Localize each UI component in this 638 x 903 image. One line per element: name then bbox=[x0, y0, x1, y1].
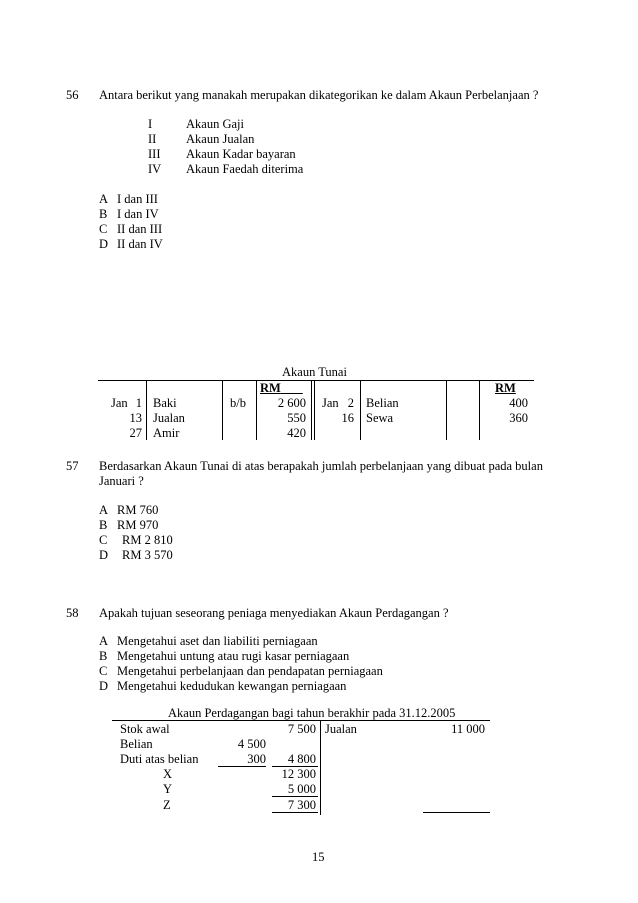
ledger-desc: Baki bbox=[153, 396, 177, 410]
option-text: II dan IV bbox=[117, 237, 163, 251]
trading-amount: 7 500 bbox=[287, 722, 316, 736]
trading-label: Stok awal bbox=[120, 722, 170, 736]
item-text: Akaun Faedah diterima bbox=[186, 162, 304, 176]
option-text: Mengetahui untung atau rugi kasar perniagaan bbox=[117, 649, 350, 663]
ledger-title: Akaun Tunai bbox=[282, 365, 347, 379]
option-text: Mengetahui aset dan liabiliti perniagaan bbox=[117, 634, 318, 648]
rm-header-right: RM bbox=[495, 381, 516, 395]
question-text: Apakah tujuan seseorang peniaga menyediakan Akaun Perdagangan ? bbox=[99, 606, 449, 620]
ledger-day: 13 bbox=[129, 411, 142, 425]
ledger-column-rule bbox=[222, 380, 223, 440]
subtotal-rule bbox=[272, 796, 318, 797]
ledger-amount: 420 bbox=[287, 426, 306, 440]
roman-label: II bbox=[148, 132, 157, 146]
question-number: 57 bbox=[66, 459, 79, 473]
ledger-month: Jan bbox=[322, 396, 339, 410]
ledger-month: Jan bbox=[111, 396, 128, 410]
ledger-column-rule bbox=[360, 380, 361, 440]
ledger-top-rule bbox=[98, 380, 534, 381]
ledger-day: 27 bbox=[129, 426, 142, 440]
trading-label: Belian bbox=[120, 737, 153, 751]
option-text: RM 760 bbox=[117, 503, 159, 517]
ledger-amount: 400 bbox=[509, 396, 528, 410]
ledger-desc: Sewa bbox=[366, 411, 394, 425]
option-letter: B bbox=[99, 207, 108, 221]
ledger-desc: Amir bbox=[153, 426, 180, 440]
option-text: RM 2 810 bbox=[122, 533, 173, 547]
option-text: Mengetahui perbelanjaan dan pendapatan perniagaan bbox=[117, 664, 383, 678]
trading-amount: 4 800 bbox=[287, 752, 316, 766]
ledger-column-rule bbox=[256, 380, 257, 440]
ledger-amount: 2 600 bbox=[277, 396, 306, 410]
trading-label: Jualan bbox=[325, 722, 357, 736]
question-number: 58 bbox=[66, 606, 79, 620]
option-text: II dan III bbox=[117, 222, 163, 236]
ledger-desc: Jualan bbox=[153, 411, 185, 425]
ledger-amount: 360 bbox=[509, 411, 528, 425]
ledger-center-rule bbox=[314, 380, 315, 440]
option-text: Mengetahui kedudukan kewangan perniagaan bbox=[117, 679, 347, 693]
trading-amount: 4 500 bbox=[237, 737, 266, 751]
ledger-column-rule bbox=[146, 380, 147, 440]
ledger-desc: Belian bbox=[366, 396, 399, 410]
trading-amount: 5 000 bbox=[287, 782, 316, 796]
option-text: I dan III bbox=[117, 192, 158, 206]
option-letter: C bbox=[99, 222, 108, 236]
item-text: Akaun Jualan bbox=[186, 132, 255, 146]
roman-label: IV bbox=[148, 162, 162, 176]
item-text: Akaun Kadar bayaran bbox=[186, 147, 296, 161]
option-letter: A bbox=[99, 503, 109, 517]
trading-amount: 11 000 bbox=[451, 722, 485, 736]
trading-label: Y bbox=[163, 782, 173, 796]
option-letter: C bbox=[99, 533, 108, 547]
option-text: RM 970 bbox=[117, 518, 159, 532]
trading-amount: 300 bbox=[247, 752, 266, 766]
option-text: I dan IV bbox=[117, 207, 159, 221]
roman-label: III bbox=[148, 147, 161, 161]
trading-amount: 7 300 bbox=[287, 798, 316, 812]
ledger-ref: b/b bbox=[230, 396, 246, 410]
option-letter: A bbox=[99, 634, 109, 648]
trading-center-rule bbox=[320, 720, 321, 815]
trading-account-title: Akaun Perdagangan bagi tahun berakhir pada 31.12.2005 bbox=[168, 706, 456, 720]
ledger-column-rule bbox=[446, 380, 447, 440]
option-letter: D bbox=[99, 237, 109, 251]
trading-label: Z bbox=[163, 798, 171, 812]
ledger-column-rule bbox=[479, 380, 480, 440]
ledger-amount: 550 bbox=[287, 411, 306, 425]
option-letter: A bbox=[99, 192, 109, 206]
trading-label: X bbox=[163, 767, 173, 781]
question-text: Januari ? bbox=[99, 474, 144, 488]
ledger-day: 2 bbox=[347, 396, 354, 410]
trading-label: Duti atas belian bbox=[120, 752, 199, 766]
subtotal-rule bbox=[218, 766, 266, 767]
trading-top-rule bbox=[112, 720, 490, 721]
total-rule bbox=[272, 812, 318, 813]
question-text: Berdasarkan Akaun Tunai di atas berapakah jumlah perbelanjaan yang dibuat pada bulan bbox=[99, 459, 543, 473]
total-rule bbox=[423, 812, 490, 813]
option-letter: D bbox=[99, 548, 109, 562]
page-number: 15 bbox=[312, 850, 325, 864]
option-text: RM 3 570 bbox=[122, 548, 173, 562]
option-letter: B bbox=[99, 649, 108, 663]
roman-label: I bbox=[148, 117, 153, 131]
ledger-center-rule bbox=[311, 380, 312, 440]
option-letter: D bbox=[99, 679, 109, 693]
ledger-day: 16 bbox=[341, 411, 354, 425]
question-number: 56 bbox=[66, 88, 79, 102]
question-text: Antara berikut yang manakah merupakan dikategorikan ke dalam Akaun Perbelanjaan ? bbox=[99, 88, 539, 102]
trading-amount: 12 300 bbox=[281, 767, 316, 781]
ledger-day: 1 bbox=[135, 396, 142, 410]
rm-header-left: RM bbox=[260, 381, 281, 395]
option-letter: C bbox=[99, 664, 108, 678]
option-letter: B bbox=[99, 518, 108, 532]
item-text: Akaun Gaji bbox=[186, 117, 244, 131]
